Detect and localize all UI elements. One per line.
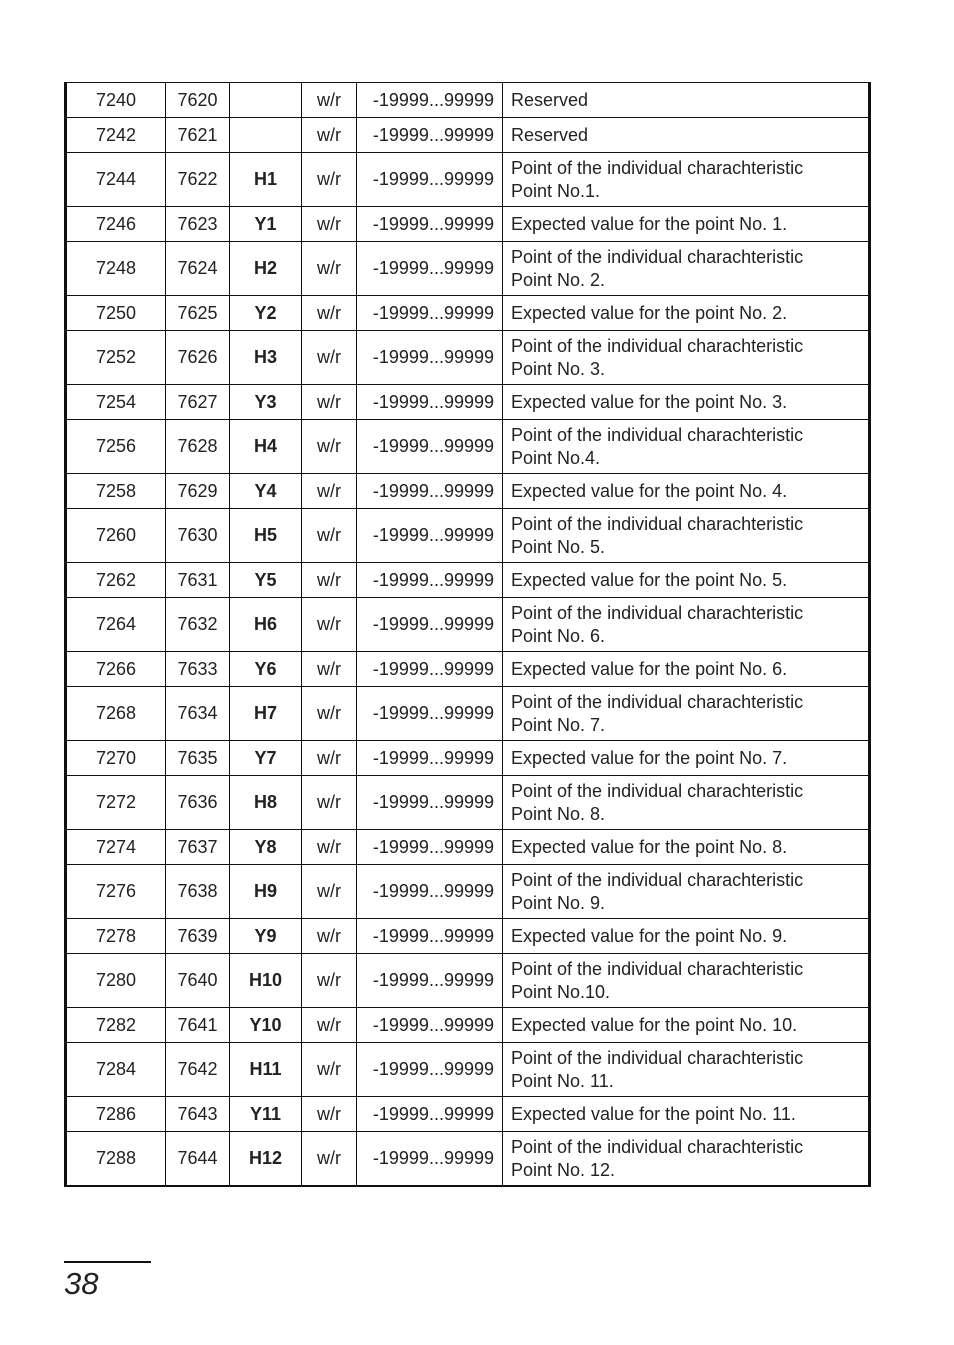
parameter-symbol: Y9 [230,919,302,954]
access-mode: w/r [302,954,357,1008]
register-address-32bit: 7642 [166,1043,230,1097]
access-mode: w/r [302,830,357,865]
register-address-16bit: 7252 [66,331,166,385]
description-line: Expected value for the point No. 10. [511,1014,798,1035]
description [503,331,870,385]
description-line: Expected value for the point No. 7. [511,747,788,768]
register-address-32bit: 7635 [166,741,230,776]
description-line: Point of the individual charachteristic [511,869,804,890]
access-mode: w/r [302,865,357,919]
description-line: Point No. 11. [511,1070,614,1091]
value-range: -19999...99999 [357,296,503,331]
access-mode: w/r [302,563,357,598]
description [503,474,870,509]
access-mode: w/r [302,652,357,687]
table-row [66,1008,870,1043]
table-row [66,741,870,776]
description-line: Point No. 3. [511,358,606,379]
register-address-16bit: 7244 [66,153,166,207]
value-range: -19999...99999 [357,331,503,385]
description [503,776,870,830]
value-range: -19999...99999 [357,776,503,830]
description-line: Expected value for the point No. 9. [511,925,788,946]
table-row [66,776,870,830]
register-address-16bit: 7246 [66,207,166,242]
access-mode: w/r [302,741,357,776]
register-address-16bit: 7282 [66,1008,166,1043]
description-line: Expected value for the point No. 6. [511,658,788,679]
description-line: Point No. 5. [511,536,606,557]
parameter-symbol: Y7 [230,741,302,776]
description-line: Point No. 12. [511,1159,616,1180]
value-range: -19999...99999 [357,598,503,652]
table-row [66,919,870,954]
register-address-32bit: 7641 [166,1008,230,1043]
register-address-32bit: 7620 [166,83,230,118]
register-address-16bit: 7270 [66,741,166,776]
register-address-32bit: 7624 [166,242,230,296]
register-address-32bit: 7622 [166,153,230,207]
description-line: Reserved [511,89,589,110]
register-address-32bit: 7644 [166,1132,230,1187]
description-line: Point No. 8. [511,803,606,824]
register-address-16bit: 7266 [66,652,166,687]
description-line: Expected value for the point No. 5. [511,569,788,590]
description-line: Point No.4. [511,447,601,468]
value-range: -19999...99999 [357,118,503,153]
register-address-32bit: 7638 [166,865,230,919]
description [503,385,870,420]
description-line: Point of the individual charachteristic [511,513,804,534]
access-mode: w/r [302,83,357,118]
register-address-32bit: 7639 [166,919,230,954]
description-line: Point No. 6. [511,625,606,646]
table-row [66,207,870,242]
register-address-16bit: 7276 [66,865,166,919]
register-address-16bit: 7260 [66,509,166,563]
value-range: -19999...99999 [357,563,503,598]
page-number: 38 [64,1266,99,1301]
register-address-16bit: 7242 [66,118,166,153]
description-line: Point of the individual charachteristic [511,691,804,712]
description [503,687,870,741]
description-line: Expected value for the point No. 3. [511,391,788,412]
description [503,207,870,242]
description-line: Point No. 7. [511,714,606,735]
register-address-32bit: 7625 [166,296,230,331]
value-range: -19999...99999 [357,919,503,954]
access-mode: w/r [302,385,357,420]
description [503,865,870,919]
parameter-symbol: Y6 [230,652,302,687]
register-address-16bit: 7248 [66,242,166,296]
register-address-32bit: 7637 [166,830,230,865]
description [503,1132,870,1187]
register-address-32bit: 7634 [166,687,230,741]
parameter-symbol: Y1 [230,207,302,242]
parameter-symbol [230,83,302,118]
description [503,420,870,474]
register-address-16bit: 7268 [66,687,166,741]
description [503,1043,870,1097]
register-address-16bit: 7256 [66,420,166,474]
description [503,1008,870,1043]
register-address-16bit: 7254 [66,385,166,420]
description [503,509,870,563]
access-mode: w/r [302,1132,357,1187]
value-range: -19999...99999 [357,83,503,118]
value-range: -19999...99999 [357,1043,503,1097]
description-line: Point of the individual charachteristic [511,424,804,445]
table-row [66,385,870,420]
description-line: Expected value for the point No. 8. [511,836,788,857]
register-address-16bit: 7288 [66,1132,166,1187]
value-range: -19999...99999 [357,420,503,474]
parameter-symbol: H5 [230,509,302,563]
access-mode: w/r [302,242,357,296]
description [503,296,870,331]
access-mode: w/r [302,776,357,830]
table-row [66,598,870,652]
parameter-symbol [230,118,302,153]
table-row [66,509,870,563]
page-number-rule [64,1261,151,1263]
description-line: Expected value for the point No. 2. [511,302,788,323]
access-mode: w/r [302,598,357,652]
table-row [66,1132,870,1187]
table-row [66,954,870,1008]
parameter-symbol: H10 [230,954,302,1008]
parameter-symbol: H7 [230,687,302,741]
register-address-32bit: 7636 [166,776,230,830]
register-address-16bit: 7258 [66,474,166,509]
access-mode: w/r [302,420,357,474]
access-mode: w/r [302,474,357,509]
register-address-16bit: 7272 [66,776,166,830]
description-line: Point of the individual charachteristic [511,780,804,801]
table-row [66,563,870,598]
value-range: -19999...99999 [357,865,503,919]
description-line: Point No.1. [511,180,601,201]
register-address-16bit: 7264 [66,598,166,652]
parameter-symbol: Y4 [230,474,302,509]
register-address-32bit: 7630 [166,509,230,563]
description-line: Point of the individual charachteristic [511,1136,804,1157]
description-line: Point of the individual charachteristic [511,1047,804,1068]
description [503,83,870,118]
description-line: Point of the individual charachteristic [511,335,804,356]
table-row [66,420,870,474]
table-row [66,242,870,296]
table-row [66,153,870,207]
parameter-symbol: H3 [230,331,302,385]
description [503,598,870,652]
value-range: -19999...99999 [357,509,503,563]
value-range: -19999...99999 [357,830,503,865]
description [503,652,870,687]
description-line: Point of the individual charachteristic [511,602,804,623]
parameter-symbol: Y10 [230,1008,302,1043]
register-address-16bit: 7262 [66,563,166,598]
description-line: Point No. 9. [511,892,606,913]
register-address-32bit: 7623 [166,207,230,242]
parameter-symbol: H8 [230,776,302,830]
parameter-symbol: Y11 [230,1097,302,1132]
description-line: Point No. 2. [511,269,606,290]
value-range: -19999...99999 [357,1132,503,1187]
access-mode: w/r [302,1097,357,1132]
access-mode: w/r [302,207,357,242]
parameter-symbol: H12 [230,1132,302,1187]
description [503,153,870,207]
parameter-symbol: H4 [230,420,302,474]
value-range: -19999...99999 [357,1008,503,1043]
access-mode: w/r [302,296,357,331]
register-address-32bit: 7643 [166,1097,230,1132]
parameter-symbol: Y5 [230,563,302,598]
table-row [66,296,870,331]
table-row [66,830,870,865]
register-address-32bit: 7633 [166,652,230,687]
description-line: Point of the individual charachteristic [511,246,804,267]
register-address-16bit: 7278 [66,919,166,954]
description [503,1097,870,1132]
register-address-32bit: 7632 [166,598,230,652]
access-mode: w/r [302,118,357,153]
access-mode: w/r [302,153,357,207]
register-address-32bit: 7631 [166,563,230,598]
parameter-symbol: Y2 [230,296,302,331]
value-range: -19999...99999 [357,153,503,207]
register-address-16bit: 7250 [66,296,166,331]
register-table-body [66,83,870,1187]
parameter-symbol: H6 [230,598,302,652]
register-address-16bit: 7284 [66,1043,166,1097]
parameter-symbol: Y8 [230,830,302,865]
table-row [66,1097,870,1132]
access-mode: w/r [302,331,357,385]
access-mode: w/r [302,687,357,741]
register-address-32bit: 7628 [166,420,230,474]
parameter-symbol: H11 [230,1043,302,1097]
access-mode: w/r [302,509,357,563]
value-range: -19999...99999 [357,687,503,741]
register-address-32bit: 7626 [166,331,230,385]
description-line: Expected value for the point No. 1. [511,213,788,234]
table-row [66,1043,870,1097]
register-address-32bit: 7621 [166,118,230,153]
access-mode: w/r [302,1043,357,1097]
access-mode: w/r [302,1008,357,1043]
description-line: Point No.10. [511,981,611,1002]
value-range: -19999...99999 [357,741,503,776]
description [503,242,870,296]
value-range: -19999...99999 [357,1097,503,1132]
table-row [66,652,870,687]
description [503,830,870,865]
register-address-16bit: 7280 [66,954,166,1008]
description [503,741,870,776]
register-address-32bit: 7629 [166,474,230,509]
table-row [66,83,870,118]
register-address-16bit: 7286 [66,1097,166,1132]
table-row [66,687,870,741]
description [503,118,870,153]
table-row [66,865,870,919]
parameter-symbol: H9 [230,865,302,919]
value-range: -19999...99999 [357,954,503,1008]
description-line: Expected value for the point No. 4. [511,480,788,501]
table-row [66,118,870,153]
parameter-symbol: H1 [230,153,302,207]
table-row [66,331,870,385]
value-range: -19999...99999 [357,652,503,687]
register-table [64,82,871,1187]
register-address-32bit: 7627 [166,385,230,420]
table-row [66,474,870,509]
description [503,919,870,954]
register-address-16bit: 7274 [66,830,166,865]
value-range: -19999...99999 [357,242,503,296]
value-range: -19999...99999 [357,207,503,242]
register-address-16bit: 7240 [66,83,166,118]
register-address-32bit: 7640 [166,954,230,1008]
access-mode: w/r [302,919,357,954]
value-range: -19999...99999 [357,385,503,420]
description-line: Expected value for the point No. 11. [511,1103,796,1124]
description-line: Reserved [511,124,589,145]
parameter-symbol: Y3 [230,385,302,420]
description [503,954,870,1008]
description-line: Point of the individual charachteristic [511,157,804,178]
description-line: Point of the individual charachteristic [511,958,804,979]
value-range: -19999...99999 [357,474,503,509]
description [503,563,870,598]
parameter-symbol: H2 [230,242,302,296]
